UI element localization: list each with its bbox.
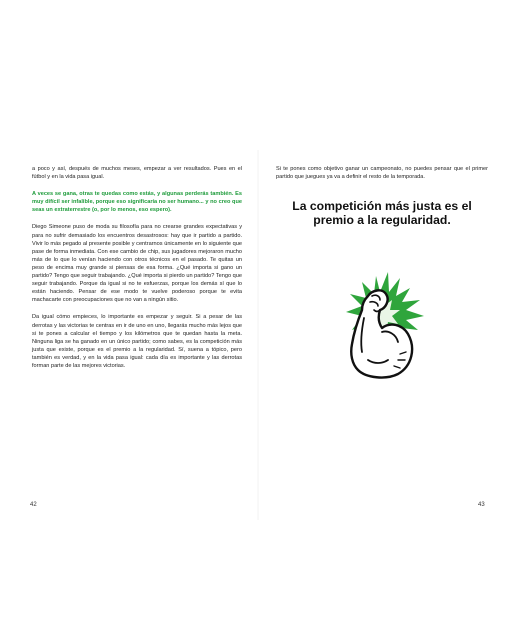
flexed-arm-starburst-icon: [328, 270, 440, 382]
intro-paragraph: Si te pones como objetivo ganar un campeonato, no puedes pensar que el primer partido que juegues ya va a definir el resto de la temporada.: [276, 166, 488, 181]
gutter: [257, 150, 259, 520]
left-page: [32, 165, 242, 379]
right-page: [276, 165, 488, 227]
page-number-left: 42: [30, 502, 37, 508]
paragraph-1: a poco y así, después de muchos meses, empezar a ver resultados. Pues en el fútbol y en la vida pasa igual.: [32, 166, 242, 181]
paragraph-3: Da igual cómo empieces, lo importante es empezar y seguir. Si a pesar de las derrotas y las victorias te centras en ir de uno en uno, llegarás mucho más lejos que si te pones a calcular el tiempo y los kilómetros que te quedan hasta la meta. Ninguna liga se ha ganado en un único partido; como sabes, es la competición más justa que existe, porque es el premio a la regularidad. Sí, suena a tópico, pero también es verdad, y en la vida pasa igual: cada día es importante y las derrotas forman parte de las mejores victorias.: [32, 314, 242, 369]
page-number-right: 43: [478, 502, 485, 508]
pull-quote: La competición más justa es el premio a la regularidad.: [292, 199, 472, 228]
paragraph-2: Diego Simeone puso de moda su filosofía para no crearse grandes expectativas y para no sufrir demasiado los encuentros desastrosos: hay que ir partido a partido. Vivir lo más pegado al presente posible y centrarnos únicamente en lo siguiente que pase de forma inmediata. Con ese cambio de chip, sus jugadores mejoraron mucho más de lo que lo venían haciendo con otros técnicos en el pasado. Te quitas un peso de encima muy grande si piensas de esa forma. ¿Qué importa si gano un partido? Tengo que seguir trabajando. ¿Qué importa si pierdo un partido? Tengo que seguir trabajando. Porque da igual si no te esfuerzas, porque los demás sí que lo están haciendo. Pensar de ese modo te vuelve poderoso porque te evita machacarte con preocupaciones que no van a ningún sitio.: [32, 224, 242, 304]
highlight-paragraph: A veces se gana, otras te quedas como estás, y algunas perderás también. Es muy difícil ser infalible, porque eso significaría no ser humano... y no creo que seas un extraterrestre (o, por lo menos, eso espero).: [32, 191, 242, 214]
